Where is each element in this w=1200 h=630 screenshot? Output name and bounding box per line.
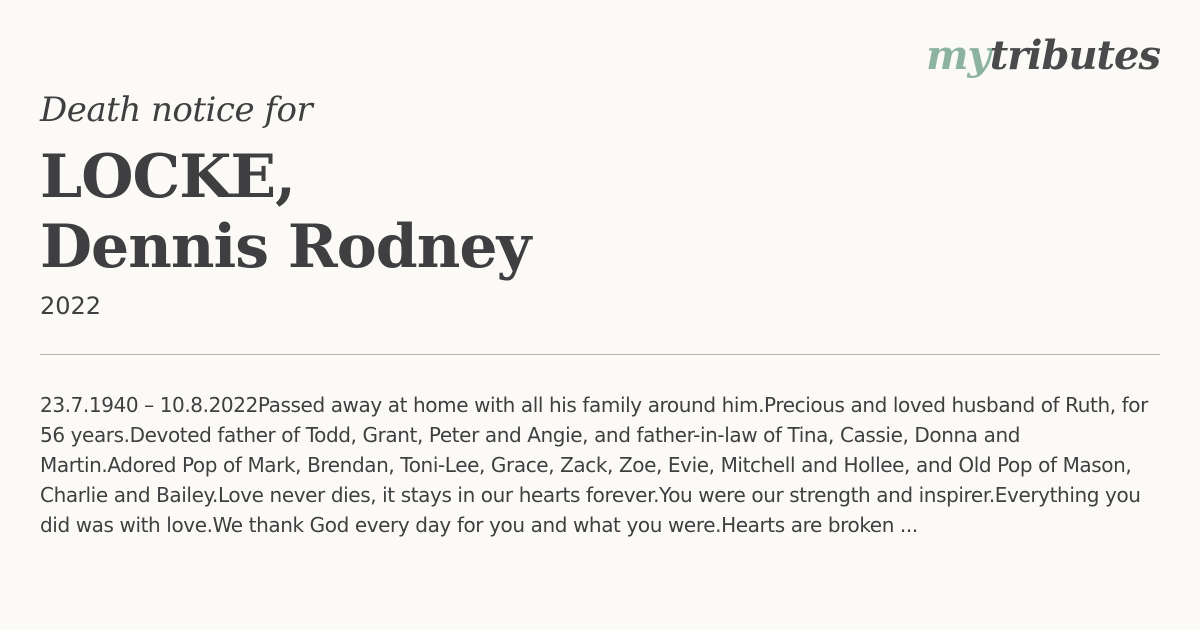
- notice-subtitle: Death notice for: [40, 90, 313, 130]
- logo-my: my: [926, 32, 990, 79]
- deceased-surname: LOCKE,: [40, 142, 295, 212]
- logo-tributes: tributes: [989, 32, 1160, 79]
- mytributes-logo[interactable]: [926, 32, 1160, 79]
- deceased-name: [40, 142, 530, 282]
- divider: [40, 354, 1160, 355]
- notice-year: 2022: [40, 292, 102, 320]
- notice-text: 23.7.1940 – 10.8.2022Passed away at home with all his family around him.Precious and loved husband of Ruth, for 56 years.Devoted father of Todd, Grant, Peter and Angie, and father-in-law of Tina, Cassie, Donna and Martin.Adored Pop of Mark, Brendan, Toni-Lee, Grace, Zack, Zoe, Evie, Mitchell and Hollee, and Old Pop of Mason, Charlie and Bailey.Love never dies, it stays in our hearts forever.You were our strength and inspirer.Everything you did was with love.We thank God every day for you and what you were.Hearts are broken ...: [40, 393, 1148, 537]
- deceased-given-names: Dennis Rodney: [40, 212, 531, 282]
